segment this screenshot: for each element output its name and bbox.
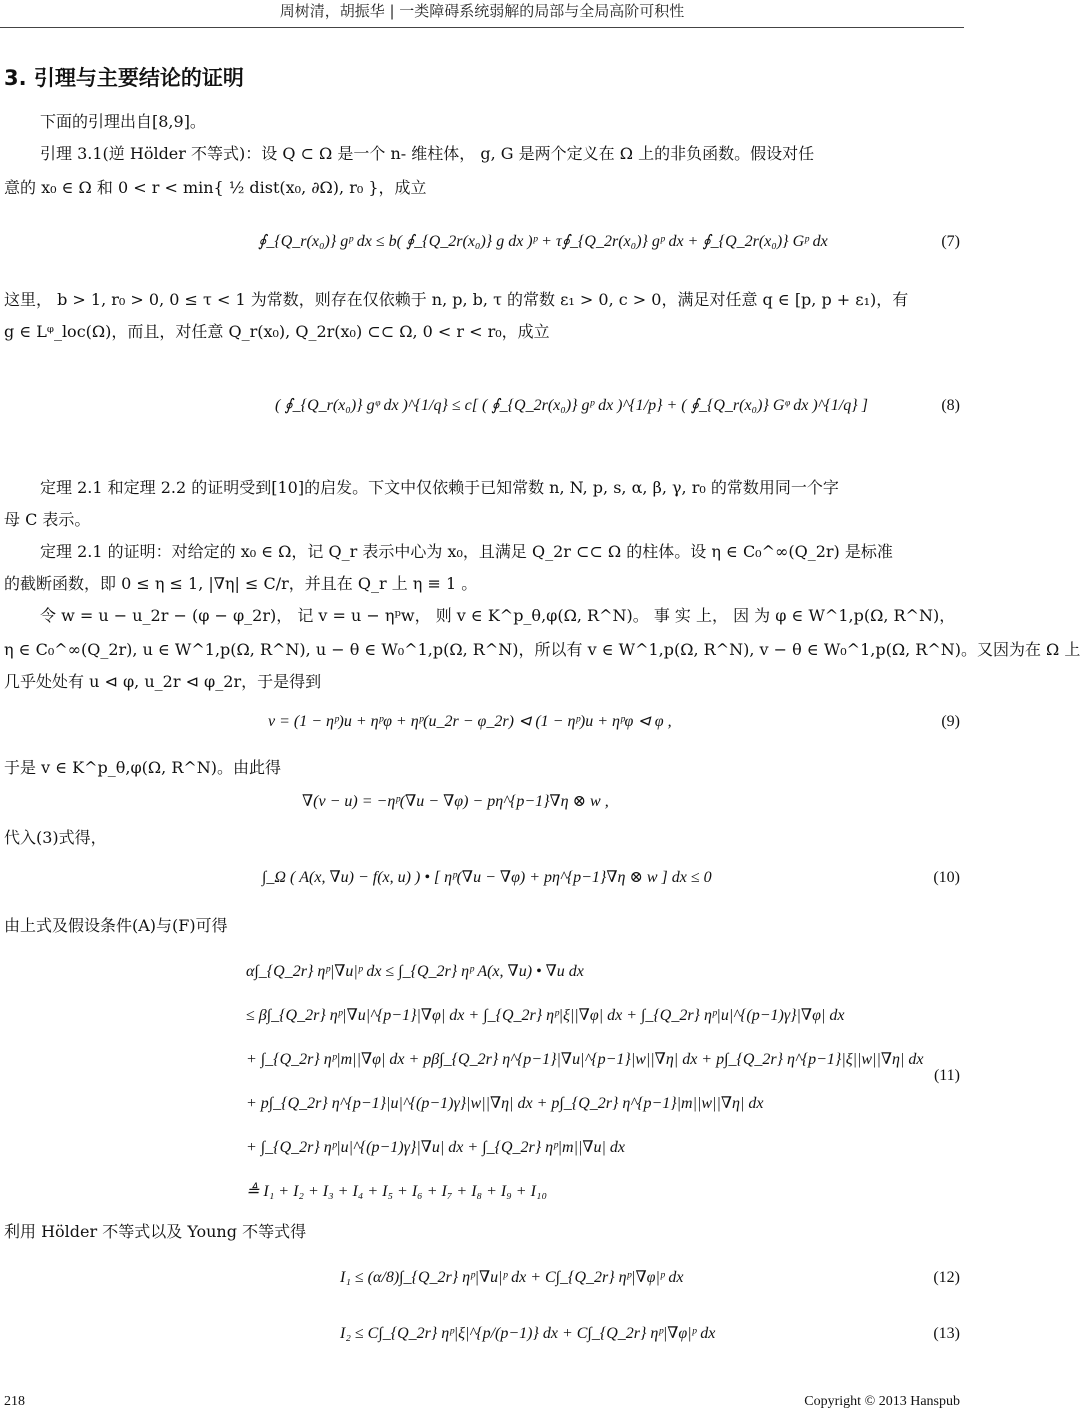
paragraph-lemma-line1: 引理 3.1(逆 Hölder 不等式)：设 Q ⊂ Ω 是一个 n- 维柱体， g, G 是两个定义在 Ω 上的非负函数。假设对任 xyxy=(40,144,815,163)
equation-number-8: (8) xyxy=(941,397,960,414)
paragraph-theorem-line1: 定理 2.1 和定理 2.2 的证明受到[10]的启发。下文中仅依赖于已知常数 n, N, p, s, α, β, γ, r₀ 的常数用同一个字 xyxy=(40,478,839,497)
paragraph-lemma-line2: 意的 x₀ ∈ Ω 和 0 < r < min{ ½ dist(x₀, ∂Ω), r₀ }，成立 xyxy=(4,178,427,197)
equation-11-line1: α∫_{Q_2r} ηᵖ|∇u|ᵖ dx ≤ ∫_{Q_2r} ηᵖ A(x, ∇u) • ∇u dx xyxy=(246,963,584,980)
paragraph-assumptions: 由上式及假设条件(A)与(F)可得 xyxy=(4,916,228,935)
equation-9: v = (1 − ηᵖ)u + ηᵖφ + ηᵖ(u_2r − φ_2r) ⊲ (1 − ηᵖ)u + ηᵖφ ⊲ φ , xyxy=(268,713,672,730)
paragraph-intro: 下面的引理出自[8,9]。 xyxy=(40,112,206,131)
equation-10: ∫_Ω ( A(x, ∇u) − f(x, u) ) • [ ηᵖ(∇u − ∇φ) + pη^{p−1}∇η ⊗ w ] dx ≤ 0 xyxy=(262,869,712,886)
header-rule xyxy=(0,27,964,28)
equation-11-line3: + ∫_{Q_2r} ηᵖ|m||∇φ| dx + pβ∫_{Q_2r} η^{p−1}|∇u|^{p−1}|w||∇η| dx + p∫_{Q_2r} η^{p−1}|ξ||w||∇η| dx xyxy=(246,1051,924,1068)
paragraph-substitute: 代入(3)式得， xyxy=(4,828,107,847)
equation-number-13: (13) xyxy=(933,1325,960,1342)
equation-11-line6: ≜ I₁ + I₂ + I₃ + I₄ + I₅ + I₆ + I₇ + I₈ + I₉ + I₁₀ xyxy=(246,1183,548,1200)
equation-11-line4: + p∫_{Q_2r} η^{p−1}|u|^{(p−1)γ}|w||∇η| dx + p∫_{Q_2r} η^{p−1}|m||w||∇η| dx xyxy=(246,1095,764,1112)
equation-7: ∮_{Q_r(x₀)} gᵖ dx ≤ b( ∮_{Q_2r(x₀)} g dx )ᵖ + τ∮_{Q_2r(x₀)} gᵖ dx + ∮_{Q_2r(x₀)} Gᵖ dx xyxy=(258,233,828,250)
equation-number-9: (9) xyxy=(941,713,960,730)
equation-11-line5: + ∫_{Q_2r} ηᵖ|u|^{(p−1)γ}|∇u| dx + ∫_{Q_2r} ηᵖ|m||∇u| dx xyxy=(246,1139,626,1156)
paragraph-hence: 于是 v ∈ K^p_θ,φ(Ω, R^N)。由此得 xyxy=(4,758,282,777)
paragraph-let: 令 w = u − u_2r − (φ − φ_2r)， 记 v = u − ηᵖw， 则 v ∈ K^p_θ,φ(Ω, R^N)。 事 实 上， 因 为 φ ∈ W^1,p(Ω, R^N)， xyxy=(40,606,956,625)
equation-number-7: (7) xyxy=(941,233,960,250)
section-title: 3. 引理与主要结论的证明 xyxy=(4,66,244,90)
paragraph-almost-everywhere: 几乎处处有 u ⊲ φ, u_2r ⊲ φ_2r，于是得到 xyxy=(4,672,322,691)
equation-8: ( ∮_{Q_r(x₀)} gᵠ dx )^{1/q} ≤ c[ ( ∮_{Q_2r(x₀)} gᵖ dx )^{1/p} + ( ∮_{Q_r(x₀)} Gᵠ dx )^{1/q} ] xyxy=(275,397,868,414)
copyright-notice: Copyright © 2013 Hanspub xyxy=(804,1394,960,1409)
paragraph-holder-young: 利用 Hölder 不等式以及 Young 不等式得 xyxy=(4,1222,307,1241)
page-number: 218 xyxy=(4,1394,25,1409)
paragraph-proof-line1: 定理 2.1 的证明：对给定的 x₀ ∈ Ω，记 Q_r 表示中心为 x₀，且满足 Q_2r ⊂⊂ Ω 的柱体。设 η ∈ C₀^∞(Q_2r) 是标准 xyxy=(40,542,893,561)
equation-number-11: (11) xyxy=(933,1067,960,1084)
paragraph-here-line2: g ∈ Lᵠ_loc(Ω)，而且，对任意 Q_r(x₀), Q_2r(x₀) ⊂⊂ Ω, 0 < r < r₀，成立 xyxy=(4,322,550,341)
paragraph-proof-line2: 的截断函数，即 0 ≤ η ≤ 1, |∇η| ≤ C/r，并且在 Q_r 上 η ≡ 1 。 xyxy=(4,574,478,593)
equation-12: I₁ ≤ (α/8)∫_{Q_2r} ηᵖ|∇u|ᵖ dx + C∫_{Q_2r} ηᵖ|∇φ|ᵖ dx xyxy=(340,1269,684,1286)
equation-gradient: ∇(v − u) = −ηᵖ(∇u − ∇φ) − pη^{p−1}∇η ⊗ w , xyxy=(302,793,609,810)
paragraph-since: η ∈ C₀^∞(Q_2r), u ∈ W^1,p(Ω, R^N), u − θ ∈ W₀^1,p(Ω, R^N)，所以有 v ∈ W^1,p(Ω, R^N), v − θ ∈ W₀^1,p(Ω, R^N)。又因为在 Ω 上 xyxy=(4,640,1080,659)
running-header: 周树清，胡振华 | 一类障碍系统弱解的局部与全局高阶可积性 xyxy=(279,2,685,20)
equation-number-12: (12) xyxy=(933,1269,960,1286)
equation-13: I₂ ≤ C∫_{Q_2r} ηᵖ|ξ|^{p/(p−1)} dx + C∫_{Q_2r} ηᵖ|∇φ|ᵖ dx xyxy=(340,1325,716,1342)
equation-number-10: (10) xyxy=(933,869,960,886)
paragraph-here-line1: 这里， b > 1, r₀ > 0, 0 ≤ τ < 1 为常数，则存在仅依赖于 n, p, b, τ 的常数 ε₁ > 0, c > 0，满足对任意 q ∈ [p, p + ε₁)，有 xyxy=(4,290,909,309)
equation-11-line2: ≤ β∫_{Q_2r} ηᵖ|∇u|^{p−1}|∇φ| dx + ∫_{Q_2r} ηᵖ|ξ||∇φ| dx + ∫_{Q_2r} ηᵖ|u|^{(p−1)γ}|∇φ| dx xyxy=(246,1007,845,1024)
paragraph-theorem-line2: 母 C 表示。 xyxy=(4,510,91,529)
